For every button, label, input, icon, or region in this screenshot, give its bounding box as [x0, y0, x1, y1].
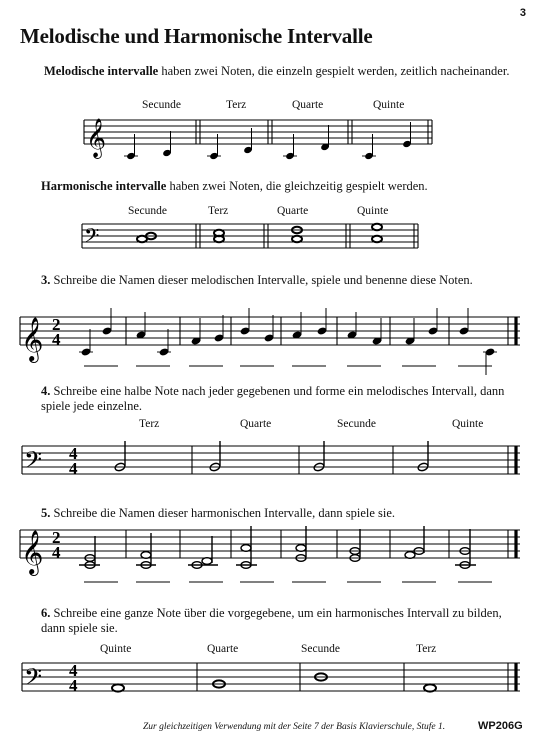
exercise-3-number: 3. [41, 273, 51, 287]
time-signature-top: 2 [52, 528, 61, 547]
harmonic-label-quinte: Quinte [357, 205, 389, 217]
exercise-4-label-quinte: Quinte [452, 418, 484, 430]
treble-clef-icon: 𝄞 [21, 530, 44, 574]
time-signature-bottom: 4 [69, 676, 78, 695]
melodic-text: haben zwei Noten, die einzeln gespielt werden, zeitlich nacheinander. [158, 64, 510, 78]
exercise-6-number: 6. [41, 606, 51, 620]
exercise-4-number: 4. [41, 384, 51, 398]
exercise-6-label-secunde: Secunde [301, 643, 340, 655]
exercise-6-notes [112, 673, 436, 691]
footer-note: Zur gleichzeitigen Verwendung mit der Seite 7 der Basis Klavierschule, Stufe 1. [143, 722, 446, 732]
exercise-6-label-terz: Terz [416, 643, 437, 655]
time-signature-bottom: 4 [52, 543, 61, 562]
melodic-label-terz: Terz [226, 99, 247, 111]
time-signature-top: 2 [52, 315, 61, 334]
time-signature-top: 4 [69, 661, 78, 680]
treble-clef-icon: 𝄞 [86, 118, 107, 158]
melodic-label-quinte: Quinte [373, 99, 405, 111]
page-number: 3 [519, 7, 526, 19]
exercise-4-label-quarte: Quarte [240, 418, 272, 430]
catalog-code: WP206G [478, 720, 523, 732]
harmonic-label-secunde: Secunde [128, 205, 167, 217]
bass-clef-icon: 𝄢 [84, 224, 100, 252]
melodic-term: Melodische intervalle [44, 64, 159, 78]
time-signature-bottom: 4 [52, 330, 61, 349]
exercise-6-label-quinte: Quinte [100, 643, 132, 655]
harmonic-text: haben zwei Noten, die gleichzeitig gespielt werden. [166, 179, 428, 193]
exercise-6-text: Schreibe eine ganze Note über die vorgegebene, um ein harmonisches Intervall zu bilden, dann spiele sie. [41, 606, 502, 635]
time-signature-top: 4 [69, 444, 78, 463]
exercise-4-label-secunde: Secunde [337, 418, 376, 430]
time-signature-bottom: 4 [69, 459, 78, 478]
exercise-6-label-quarte: Quarte [207, 643, 239, 655]
page-title: Melodische und Harmonische Intervalle [20, 24, 373, 48]
exercise-3-text: Schreibe die Namen dieser melodischen Intervalle, spiele und benenne diese Noten. [50, 273, 473, 287]
exercise-4-label-terz: Terz [139, 418, 160, 430]
exercise-4-text: Schreibe eine halbe Note nach jeder gegebenen und forme ein melodisches Intervall, dann spiele jede einzelne. [41, 384, 505, 413]
harmonic-label-quarte: Quarte [277, 205, 309, 217]
melodic-label-quarte: Quarte [292, 99, 324, 111]
bass-clef-icon: 𝄢 [24, 663, 43, 696]
exercise-5-number: 5. [41, 506, 51, 520]
harmonic-term: Harmonische intervalle [41, 179, 167, 193]
bass-clef-icon: 𝄢 [24, 446, 43, 479]
treble-clef-icon: 𝄞 [21, 317, 44, 361]
harmonic-label-terz: Terz [208, 205, 229, 217]
exercise-5-text: Schreibe die Namen dieser harmonischen Intervalle, dann spiele sie. [50, 506, 396, 520]
melodic-label-secunde: Secunde [142, 99, 181, 111]
